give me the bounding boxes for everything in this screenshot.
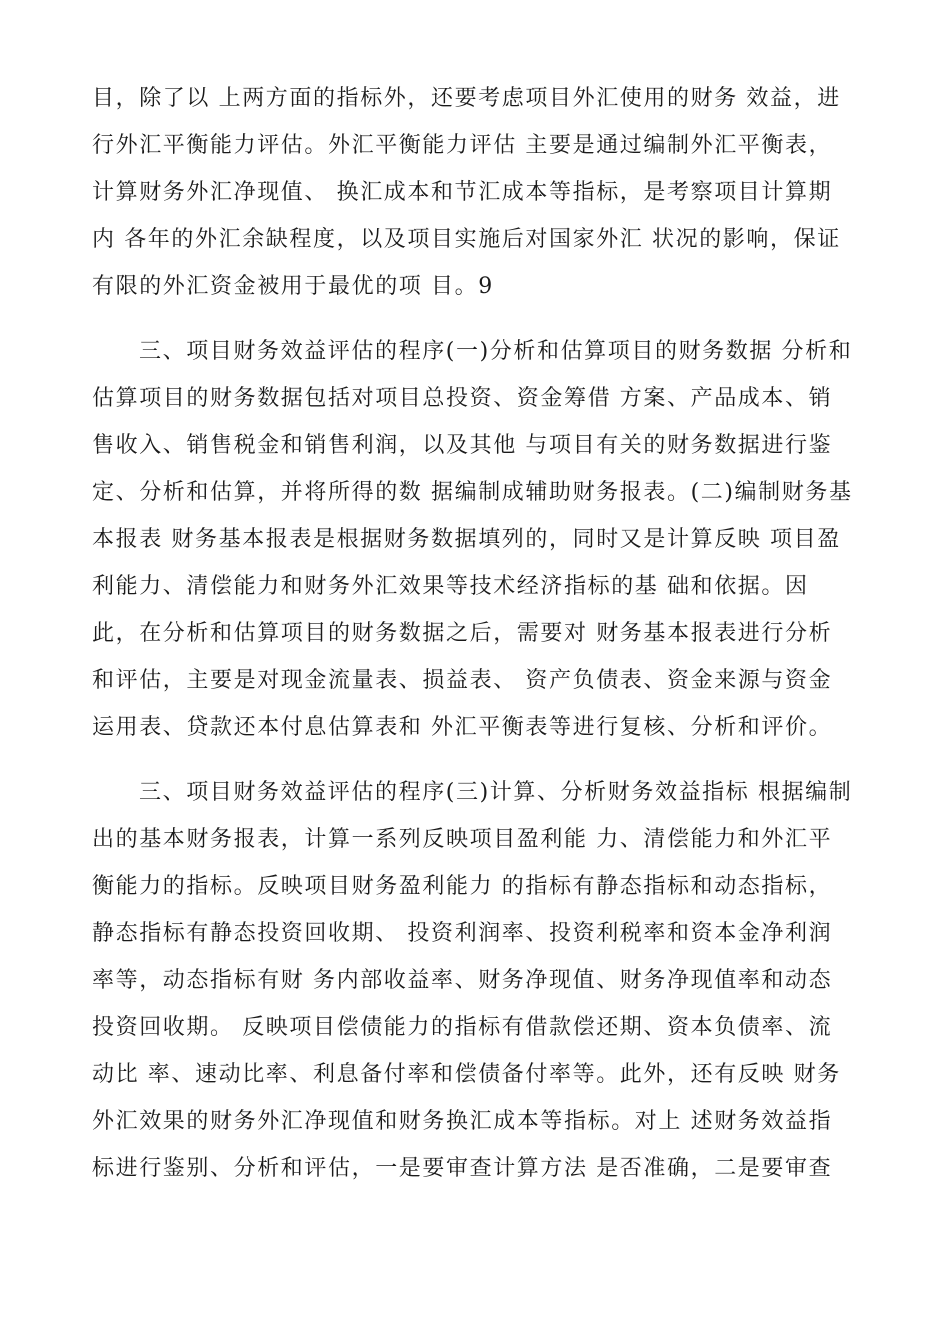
text-line: 三、项目财务效益评估的程序(一)分析和估算项目的财务数据 分析和 bbox=[139, 339, 853, 364]
text-line: 外汇效果的财务外汇净现值和财务换汇成本等指标。对上 述财务效益指 bbox=[92, 1109, 833, 1134]
text-line: 计算财务外汇净现值、 换汇成本和节汇成本等指标，是考察项目计算期 bbox=[92, 180, 833, 205]
text-line: 有限的外汇资金被用于最优的项 目。9 bbox=[92, 274, 494, 299]
text-line: 目，除了以 上两方面的指标外，还要考虑项目外汇使用的财务 效益，进 bbox=[92, 86, 841, 111]
text-line: 估算项目的财务数据包括对项目总投资、资金筹借 方案、产品成本、销 bbox=[92, 386, 833, 411]
text-line: 投资回收期。 反映项目偿债能力的指标有借款偿还期、资本负债率、流 bbox=[92, 1015, 833, 1040]
text-line: 率等，动态指标有财 务内部收益率、财务净现值、财务净现值率和动态 bbox=[92, 968, 833, 993]
text-line: 衡能力的指标。反映项目财务盈利能力 的指标有静态指标和动态指标， bbox=[92, 874, 833, 899]
text-line: 静态指标有静态投资回收期、 投资利润率、投资利税率和资本金净利润 bbox=[92, 921, 833, 946]
text-line: 出的基本财务报表，计算一系列反映项目盈利能 力、清偿能力和外汇平 bbox=[92, 827, 833, 852]
text-line: 利能力、清偿能力和财务外汇效果等技术经济指标的基 础和依据。因 bbox=[92, 574, 809, 599]
text-line: 定、分析和估算，并将所得的数 据编制成辅助财务报表。(二)编制财务基 bbox=[92, 480, 853, 505]
text-line: 本报表 财务基本报表是根据财务数据填列的，同时又是计算反映 项目盈 bbox=[92, 527, 841, 552]
text-line: 标进行鉴别、分析和评估，一是要审查计算方法 是否准确，二是要审查 bbox=[92, 1156, 833, 1181]
text-line: 内 各年的外汇余缺程度，以及项目实施后对国家外汇 状况的影响，保证 bbox=[92, 227, 841, 252]
text-line: 和评估，主要是对现金流量表、损益表、 资产负债表、资金来源与资金 bbox=[92, 668, 833, 693]
text-line: 此，在分析和估算项目的财务数据之后，需要对 财务基本报表进行分析 bbox=[92, 621, 833, 646]
text-line: 售收入、销售税金和销售利润，以及其他 与项目有关的财务数据进行鉴 bbox=[92, 433, 833, 458]
text-line: 三、项目财务效益评估的程序(三)计算、分析财务效益指标 根据编制 bbox=[139, 780, 853, 805]
text-line: 运用表、贷款还本付息估算表和 外汇平衡表等进行复核、分析和评价。 bbox=[92, 715, 833, 740]
text-line: 动比 率、速动比率、利息备付率和偿债备付率等。此外，还有反映 财务 bbox=[92, 1062, 841, 1087]
text-line: 行外汇平衡能力评估。外汇平衡能力评估 主要是通过编制外汇平衡表， bbox=[92, 133, 833, 158]
